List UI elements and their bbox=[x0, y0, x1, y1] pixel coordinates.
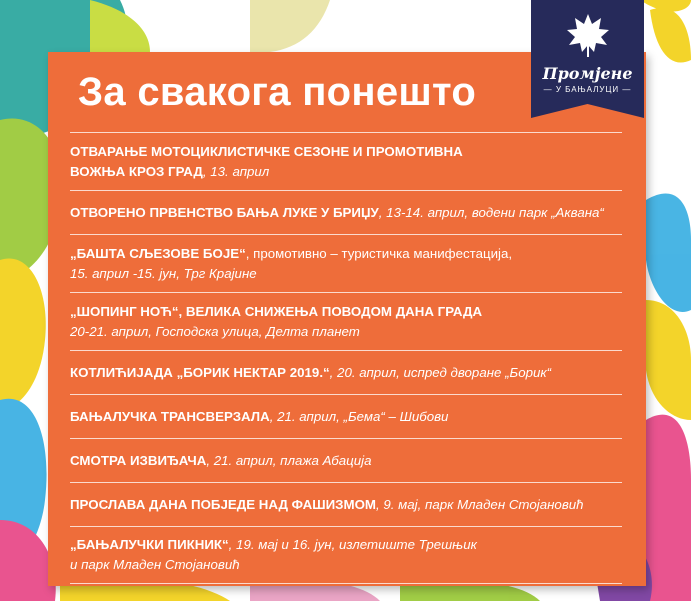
leaf-shape bbox=[650, 8, 691, 63]
leaf-shape bbox=[646, 415, 691, 601]
brand-subtitle: — У БАЊАЛУЦИ — bbox=[543, 85, 632, 94]
leaf-shape bbox=[646, 300, 691, 420]
event-name: КОТЛИЋИЈАДА „БОРИК НЕКТАР 2019.“ bbox=[70, 364, 330, 380]
list-item bbox=[70, 394, 622, 438]
brand-name: Промјене bbox=[542, 64, 633, 83]
list-item bbox=[70, 190, 622, 234]
event-line bbox=[70, 535, 622, 555]
event-details: , 19. мај и 16. јун, излетиште Трешњик bbox=[228, 537, 477, 552]
event-name: „БАШТА СЉЕЗОВЕ БОЈЕ“ bbox=[70, 245, 246, 261]
event-line bbox=[70, 495, 622, 515]
event-details: , 9. мај, парк Младен Стојановић bbox=[376, 496, 584, 512]
leaf-shape bbox=[250, 0, 330, 52]
event-details: , 13-14. април, водени парк „Аквана“ bbox=[378, 204, 604, 220]
list-item bbox=[70, 526, 622, 584]
brand-badge bbox=[531, 0, 644, 118]
event-name: „ШОПИНГ НОЋ“, ВЕЛИКА СНИЖЕЊА ПОВОДОМ ДАНА ГРАДА bbox=[70, 303, 483, 319]
event-line bbox=[70, 162, 622, 182]
event-name: ПРОСЛАВА ДАНА ПОБЈЕДЕ НАД ФАШИЗМОМ bbox=[70, 496, 376, 512]
leaf-icon bbox=[565, 12, 611, 58]
event-details: и парк Младен Стојановић bbox=[70, 557, 240, 572]
event-details: , промотивно – туристичка манифестација, bbox=[245, 245, 513, 261]
event-line bbox=[70, 363, 622, 383]
events-panel bbox=[48, 52, 646, 586]
event-line bbox=[70, 244, 622, 264]
event-line bbox=[70, 142, 622, 162]
event-details: 20-21. април, Господска улица, Делта планет bbox=[70, 323, 360, 339]
event-details: , 21. април, „Бема“ – Шибови bbox=[269, 408, 449, 424]
list-item bbox=[70, 482, 622, 526]
event-details: , 13. април bbox=[202, 163, 270, 179]
event-name: ОТВАРАЊЕ МОТОЦИКЛИСТИЧКЕ СЕЗОНЕ И ПРОМОТИВНА bbox=[70, 143, 463, 159]
list-item bbox=[70, 438, 622, 482]
event-details: , 20. април, испред дворане „Борик“ bbox=[329, 364, 552, 380]
event-line bbox=[70, 555, 622, 575]
events-list bbox=[70, 132, 622, 584]
event-name: ОТВОРЕНО ПРВЕНСТВО БАЊА ЛУКЕ У БРИЏУ bbox=[70, 204, 379, 220]
event-line bbox=[70, 322, 622, 342]
list-item bbox=[70, 234, 622, 292]
leaf-shape bbox=[0, 258, 46, 410]
event-line bbox=[70, 302, 622, 322]
event-name: ВОЖЊА КРОЗ ГРАД bbox=[70, 163, 203, 179]
event-line bbox=[70, 264, 622, 284]
event-line bbox=[70, 203, 622, 223]
event-name: СМОТРА ИЗВИЂАЧА bbox=[70, 452, 207, 468]
page-title: За свакога понешто bbox=[78, 70, 477, 114]
event-name: БАЊАЛУЧКА ТРАНСВЕРЗАЛА bbox=[70, 408, 270, 424]
event-line bbox=[70, 451, 622, 471]
list-item bbox=[70, 350, 622, 394]
event-details: 15. април -15. јун, Трг Крајине bbox=[70, 265, 257, 281]
event-details: , 21. април, плажа Абација bbox=[206, 452, 372, 468]
event-line bbox=[70, 407, 622, 427]
event-name: „БАЊАЛУЧКИ ПИКНИК“ bbox=[70, 537, 229, 552]
list-item bbox=[70, 132, 622, 190]
list-item bbox=[70, 292, 622, 350]
leaf-shape bbox=[646, 194, 691, 312]
